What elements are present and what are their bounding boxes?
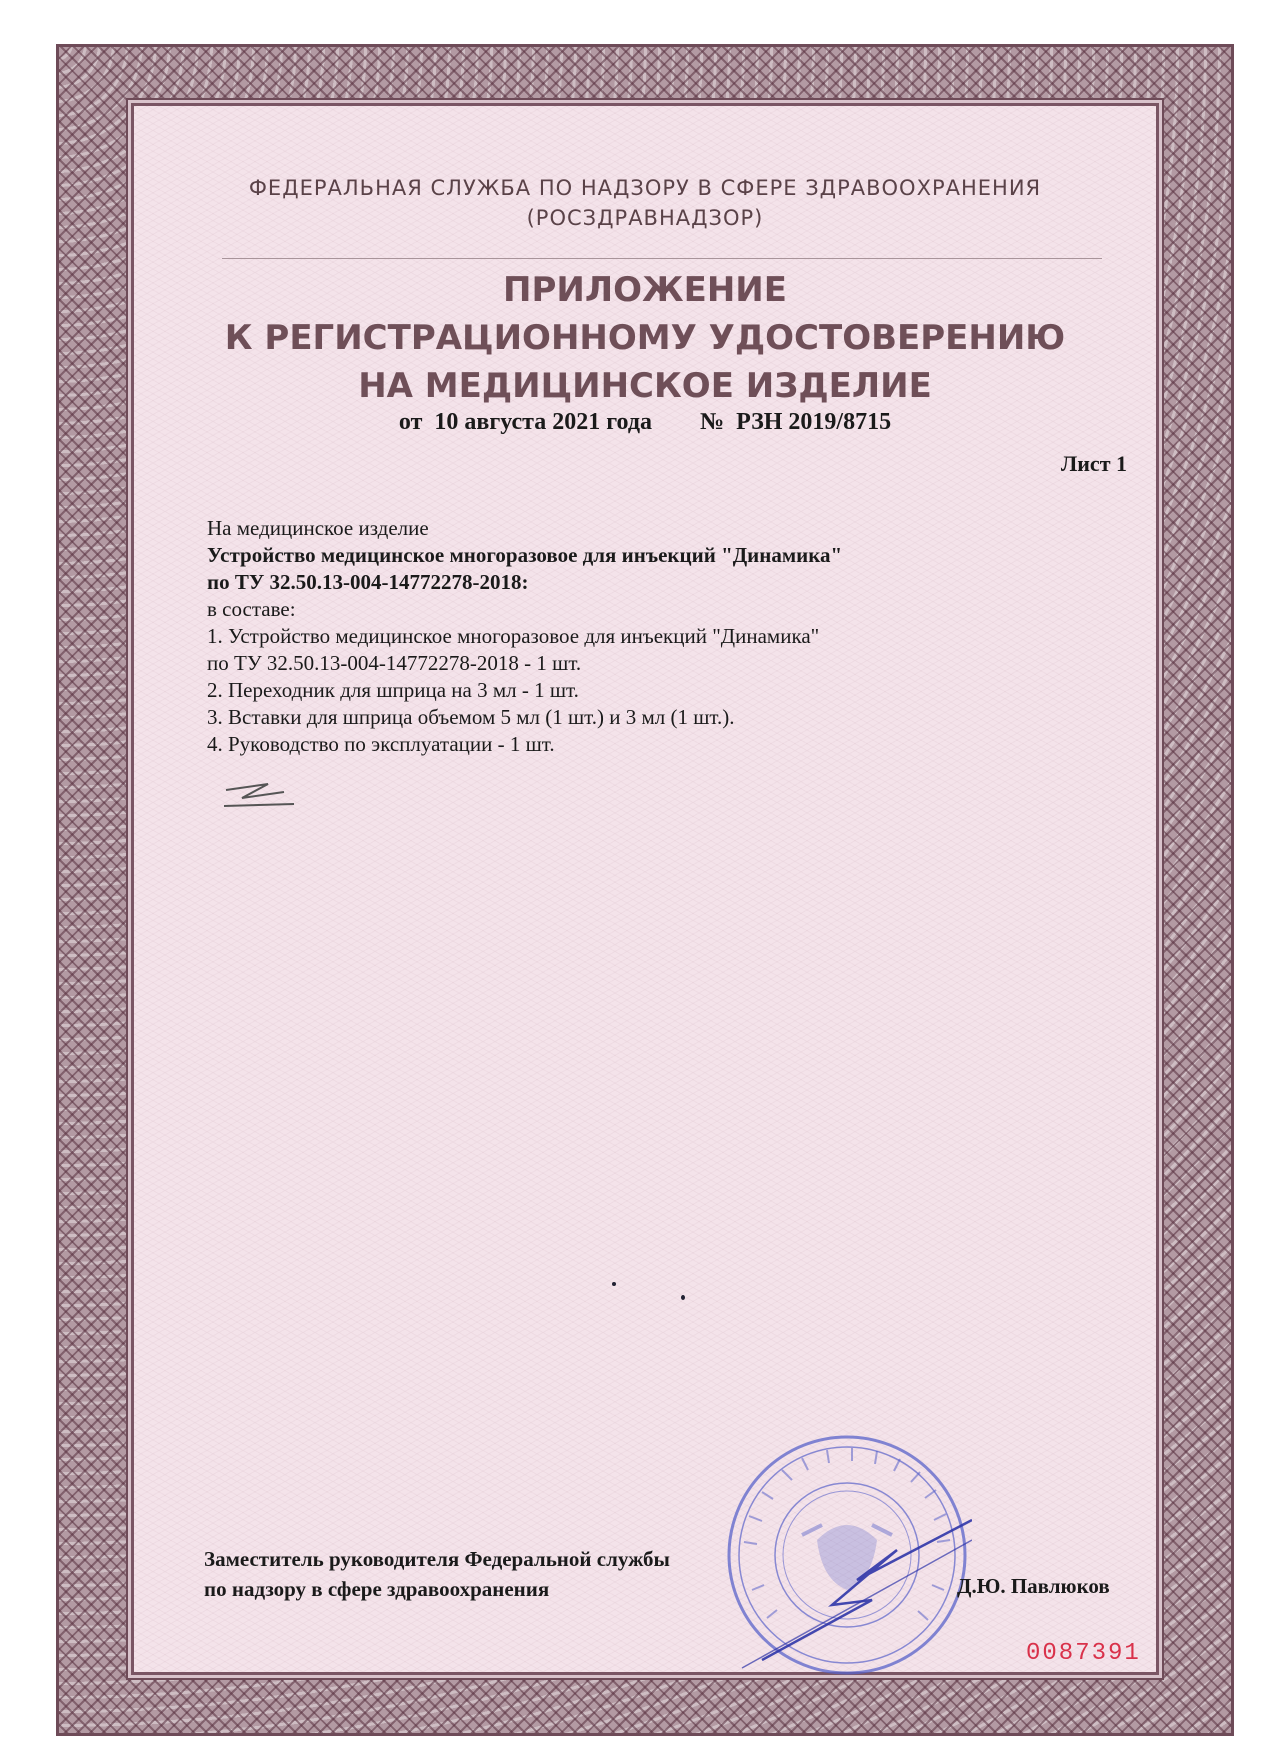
- list-item: 1. Устройство медицинское многоразовое для инъекций "Динамика": [207, 624, 820, 648]
- agency-name: ФЕДЕРАЛЬНАЯ СЛУЖБА ПО НАДЗОРУ В СФЕРЕ ЗДРАВООХРАНЕНИЯ: [248, 176, 1042, 200]
- header-divider: [222, 258, 1102, 259]
- signer-name: Д.Ю. Павлюков: [957, 1574, 1110, 1598]
- agency-header: [134, 173, 1156, 233]
- serial-number: 0087391: [1026, 1640, 1141, 1667]
- signer-position-line-1: Заместитель руководителя Федеральной службы: [204, 1547, 670, 1571]
- document-body: [207, 515, 1107, 758]
- product-spec: по ТУ 32.50.13-004-14772278-2018:: [207, 570, 529, 594]
- date-and-number: [134, 409, 1156, 436]
- list-item: по ТУ 32.50.13-004-14772278-2018 - 1 шт.: [207, 651, 582, 675]
- agency-short-name: (РОСЗДРАВНАДЗОР): [526, 206, 764, 230]
- signer-position: [204, 1544, 670, 1604]
- ink-speck: [681, 1295, 685, 1300]
- title-line-2: К РЕГИСТРАЦИОННОМУ УДОСТОВЕРЕНИЮ: [224, 318, 1066, 358]
- document-title: [134, 266, 1156, 410]
- intro-text: На медицинское изделие: [207, 516, 429, 540]
- title-line-3: НА МЕДИЦИНСКОЕ ИЗДЕЛИЕ: [358, 366, 932, 406]
- composition-label: в составе:: [207, 597, 296, 621]
- sheet-number: Лист 1: [1060, 451, 1127, 476]
- round-official-seal-icon: [722, 1430, 972, 1680]
- list-item: 4. Руководство по эксплуатации - 1 шт.: [207, 732, 555, 756]
- signer-position-line-2: по надзору в сфере здравоохранения: [204, 1577, 550, 1601]
- title-line-1: ПРИЛОЖЕНИЕ: [503, 270, 787, 310]
- ink-speck: [612, 1282, 616, 1286]
- registration-number: № РЗН 2019/8715: [700, 409, 892, 435]
- signature-scribble-icon: [222, 780, 302, 812]
- list-item: 3. Вставки для шприца объемом 5 мл (1 шт.) и 3 мл (1 шт.).: [207, 705, 735, 729]
- list-item: 2. Переходник для шприца на 3 мл - 1 шт.: [207, 678, 579, 702]
- product-name: Устройство медицинское многоразовое для инъекций "Динамика": [207, 543, 843, 567]
- issue-date: от 10 августа 2021 года: [398, 409, 652, 435]
